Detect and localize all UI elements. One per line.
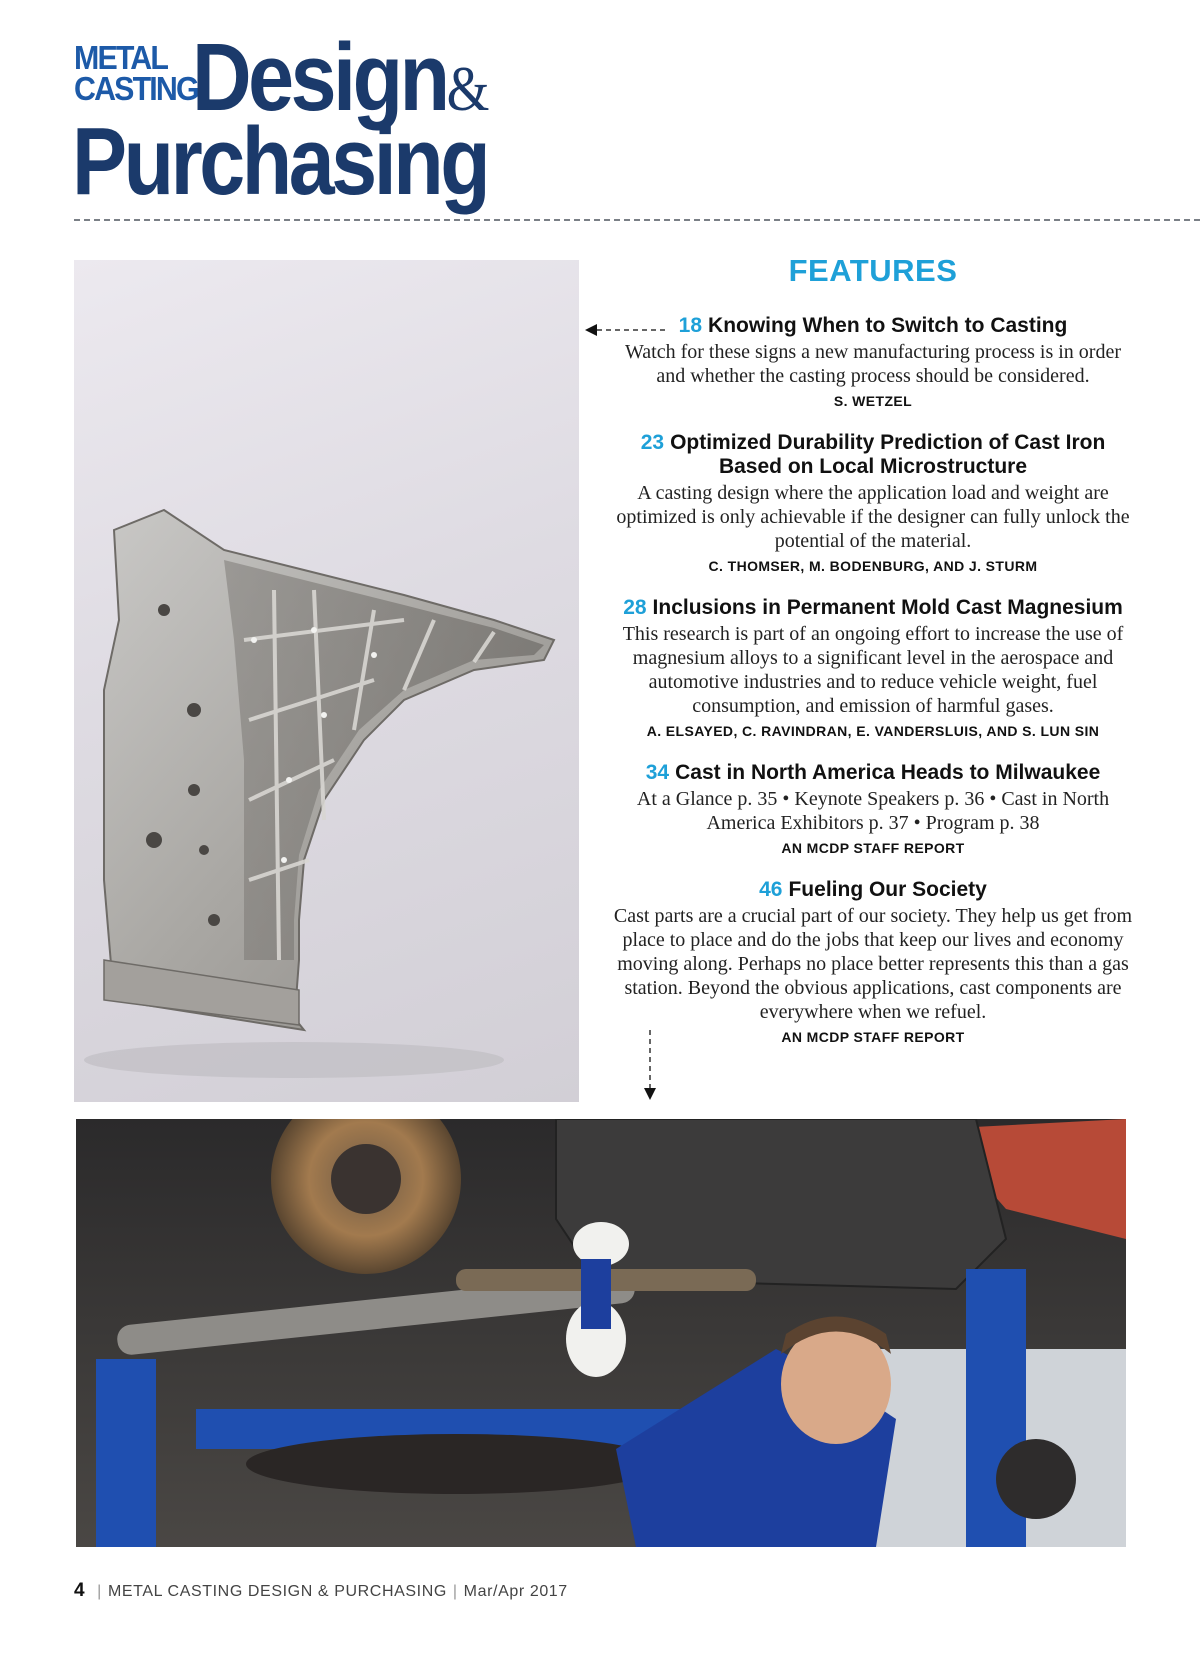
logo-purchasing-word: Purchasing — [72, 108, 488, 215]
feature-entry[interactable] — [612, 761, 1134, 858]
footer-issue: Mar/Apr 2017 — [463, 1583, 568, 1600]
footer-page-number: 4 — [74, 1580, 86, 1601]
feature-author: C. THOMSER, M. BODENBURG, AND J. STURM — [708, 558, 1038, 574]
feature-page-number: 34 — [645, 761, 670, 784]
metal-casting-wordmark — [74, 39, 198, 107]
footer-publication: METAL CASTING DESIGN & PURCHASING — [107, 1583, 447, 1600]
features-heading: FEATURES — [788, 253, 958, 288]
logo-line-metal: METAL — [74, 39, 168, 76]
logo-ampersand: & — [446, 53, 490, 124]
feature-entry[interactable] — [612, 596, 1134, 741]
header-divider — [74, 219, 1200, 221]
feature-title-text: Optimized Durability Prediction of Cast Iron Based on Local Microstructure — [670, 431, 1106, 478]
feature-title[interactable] — [612, 596, 1134, 620]
page-footer — [74, 1580, 568, 1603]
feature-description: Cast parts are a crucial part of our society. They help us get from place to place and do the jobs that keep our lives and economy moving along. Perhaps no place better represents this than a gas station. Beyond the obvious applications, cast components are everywhere when we refuel. — [613, 905, 1133, 1023]
feature-title-text: Inclusions in Permanent Mold Cast Magnesium — [652, 596, 1123, 619]
feature-author: AN MCDP STAFF REPORT — [781, 1029, 965, 1045]
feature-page-number: 23 — [640, 431, 665, 454]
footer-separator: | — [452, 1583, 458, 1600]
feature-title[interactable] — [612, 314, 1134, 338]
feature-description: This research is part of an ongoing effort to increase the use of magnesium alloys to a significant level in the aerospace and automotive industries and to reduce vehicle weight, fuel consumption, and emission of harmful gases. — [622, 623, 1124, 717]
feature-entry[interactable] — [612, 878, 1134, 1047]
mechanic-photo — [76, 1119, 1126, 1547]
mechanic-illustration — [76, 1119, 1126, 1547]
feature-title[interactable] — [612, 878, 1134, 902]
logo-design-text: Design — [192, 24, 447, 131]
feature-title-text: Fueling Our Society — [788, 878, 987, 901]
feature-description: A casting design where the application load and weight are optimized is only achievable if the designer can fully unlock the potential of the material. — [616, 482, 1130, 552]
feature-page-number: 28 — [623, 596, 647, 619]
masthead-logo — [72, 24, 534, 215]
feature-entry[interactable] — [612, 314, 1134, 411]
feature-title[interactable] — [612, 761, 1134, 785]
feature-description: Watch for these signs a new manufacturing process is in order and whether the casting process should be considered. — [624, 341, 1121, 387]
feature-title-text: Knowing When to Switch to Casting — [708, 314, 1068, 337]
casting-part-photo — [74, 260, 579, 1102]
feature-author: A. ELSAYED, C. RAVINDRAN, E. VANDERSLUIS, AND S. LUN SIN — [646, 723, 1100, 739]
casting-part-illustration — [74, 260, 579, 1102]
features-list — [612, 250, 1134, 1067]
footer-separator: | — [97, 1583, 102, 1600]
feature-description: At a Glance p. 35 • Keynote Speakers p. 36 • Cast in North America Exhibitors p. 37 • Program p. 38 — [636, 788, 1110, 834]
feature-author: S. WETZEL — [833, 393, 913, 409]
logo-line-casting: CASTING — [74, 70, 198, 107]
feature-title[interactable] — [612, 431, 1134, 479]
feature-page-number: 46 — [759, 878, 783, 901]
feature-author: AN MCDP STAFF REPORT — [781, 840, 965, 856]
feature-title-text: Cast in North America Heads to Milwaukee — [675, 761, 1101, 784]
feature-page-number: 18 — [678, 314, 703, 337]
feature-entry[interactable] — [612, 431, 1134, 576]
